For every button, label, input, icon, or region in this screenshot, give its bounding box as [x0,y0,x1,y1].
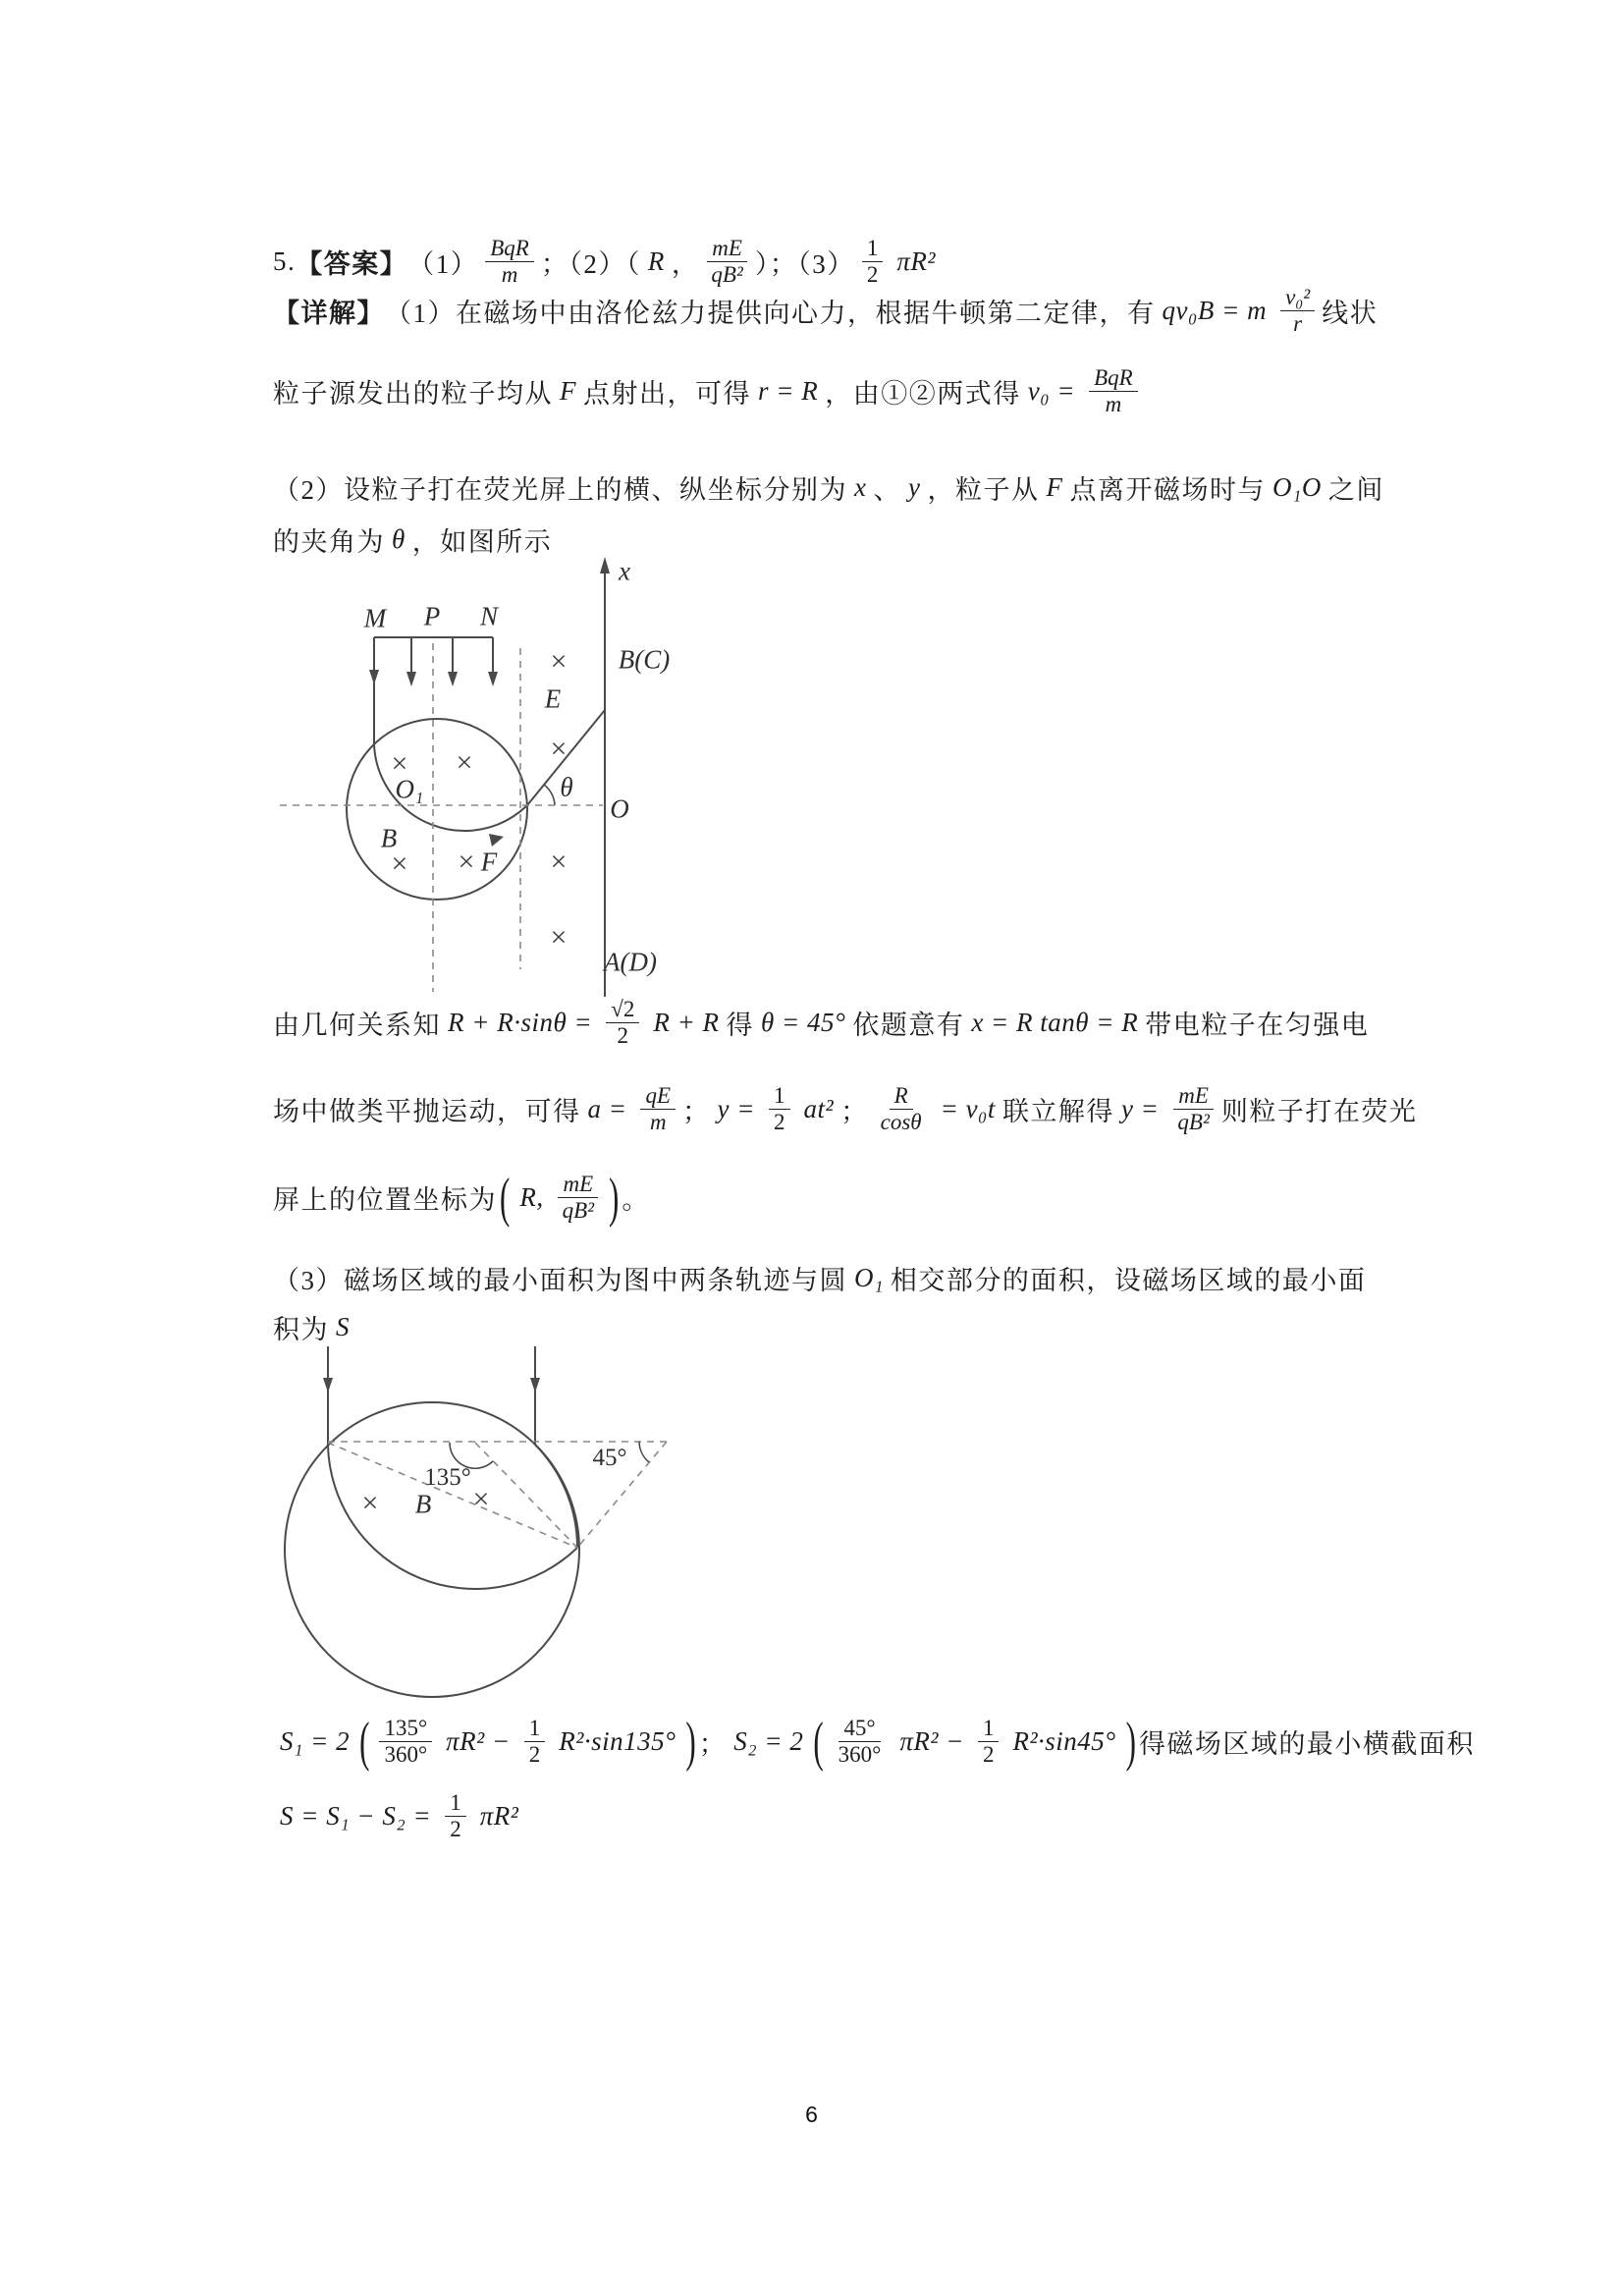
text-segment: = v₀t [940,1094,996,1124]
text-segment: R + R·sinθ = [448,1008,593,1038]
text-segment: 联立解得 [1001,1097,1114,1127]
text-segment: 场中做类平抛运动，可得 [273,1097,581,1127]
text-segment: S [336,1312,350,1341]
fraction: $\frac{\text{BqR}}{m}$ [485,236,534,289]
text-segment: at² [803,1094,835,1124]
label-O1: O₁ [395,774,424,804]
text-segment: R, [519,1182,544,1213]
text-segment: 之间 [1327,475,1384,505]
text-segment: 粒子源发出的粒子均从 [273,379,553,410]
label-135-deg: 135° [424,1464,471,1491]
label-AD: A(D) [604,947,657,977]
label-N: N [479,601,499,631]
field-cross: × [472,1483,490,1515]
text-segment: O₁O [1271,472,1322,502]
text-segment: 带电粒子在匀强电 [1145,1011,1370,1041]
text-segment: （1）在磁场中由洛伦兹力提供向心力，根据牛顿第二定律，有 [385,299,1156,329]
text-segment: ；（2）（ [540,249,641,280]
text-segment: F [1046,472,1063,502]
text-segment: 【详解】 [273,299,385,329]
text-segment: 屏上的位置坐标为 [273,1185,497,1216]
field-cross: × [456,746,473,779]
text-segment: 线状 [1322,299,1379,329]
beam-arrowhead [448,672,458,686]
text-segment: R²·sin135° [559,1726,676,1757]
label-E: E [544,683,562,714]
line-projectile [273,1083,1417,1136]
fraction: $\frac{1}{2}$ [769,1083,790,1136]
field-cross: × [458,846,475,878]
label-F: F [480,847,498,877]
text-segment: R [647,246,665,277]
field-cross: × [391,747,408,780]
line-s1-s2 [273,1710,1475,1773]
fraction: $\frac{mE}{\text{qB²}}$ [706,236,747,289]
text-segment: 的夹角为 [273,527,385,557]
explain-line-1 [273,285,1378,338]
minimal-area-diagram [245,1340,697,1719]
label-BC: B(C) [618,644,671,675]
text-segment: y = [717,1094,756,1124]
answer-line [273,236,943,289]
text-segment: （1） [407,249,479,280]
text-segment: θ = 45° [761,1008,846,1038]
text-segment: 、 [873,475,901,505]
label-B-field: B [380,823,398,853]
text-segment: x = R tanθ = R [971,1008,1139,1038]
text-segment: ) [609,1166,620,1229]
page-number: 6 [805,2102,818,2127]
text-segment: 得磁场区域的最小横截面积 [1138,1729,1475,1760]
fraction: $\frac{135^\circ}{360^\circ}$ [379,1716,432,1769]
text-segment: ( [813,1710,824,1773]
text-segment: ， [671,249,700,280]
beam-arrowhead [369,670,379,684]
text-segment: ，由①②两式得 [825,379,1021,410]
line-part2-setup [273,468,1384,507]
fraction: $\frac{R}{\cos\theta}$ [880,1083,922,1135]
field-cross: × [550,921,568,954]
text-segment: 相交部分的面积，设磁场区域的最小面 [890,1266,1367,1295]
text-segment: 【答案】 [296,249,408,280]
label-P: P [423,601,441,631]
fraction: $\frac{1}{2}$ [862,236,884,289]
text-segment: ，粒子从 [927,475,1040,505]
radius-dashed-line [472,1443,577,1548]
text-segment: S₁ = 2 [280,1726,351,1757]
text-segment: ( [500,1166,511,1229]
text-segment: qv₀B = m [1162,296,1268,326]
text-segment: O₁ [854,1263,884,1292]
fraction: $\frac{1}{2}$ [524,1716,546,1769]
fraction: $\frac{\text{BqR}}{m}$ [1089,365,1138,418]
text-segment: y [907,472,921,502]
label-O: O [610,793,629,824]
text-segment: 则粒子打在荧光 [1220,1097,1418,1127]
minimal-area-diagram-drawing [245,1340,697,1719]
beam-arrowhead [530,1378,540,1393]
text-segment: ； [840,1097,869,1127]
text-segment: 得 [726,1011,755,1041]
text-segment: πR² − [899,1726,964,1757]
label-45-deg: 45° [592,1445,627,1471]
text-segment: x [854,472,867,502]
line-s-total [273,1790,525,1843]
theta-angle-arc [544,785,555,805]
text-segment: θ [392,524,406,554]
text-segment: 点离开磁场时与 [1069,475,1266,505]
text-segment: F [560,376,576,407]
fraction: $\frac{45^\circ}{360^\circ}$ [838,1716,882,1768]
text-segment: πR² [896,246,936,277]
label-M: M [363,603,387,633]
text-segment: ) [685,1710,696,1773]
text-segment: πR² [479,1801,519,1831]
fraction: $\frac{mE}{\text{qB²}}$ [558,1172,599,1225]
text-segment: R²·sin45° [1012,1726,1116,1757]
text-segment: v₀ = [1027,376,1076,407]
field-cross: × [550,733,568,765]
line-part3-setup [273,1259,1366,1297]
fraction: $\frac{qE}{m}$ [640,1083,676,1136]
line-particle-source [273,365,1145,418]
text-segment: y = [1120,1094,1160,1124]
field-cross: × [391,847,408,880]
trajectory-arrowhead [489,834,504,847]
fraction: $\frac{1}{2}$ [978,1716,1000,1769]
text-segment: S₂ = 2 [733,1726,804,1757]
fraction: $\frac{√2}{2}$ [606,997,639,1050]
text-segment: ； [698,1729,728,1760]
magnetic-field-diagram [245,550,697,1007]
text-segment: 积为 [273,1315,329,1344]
fraction: $\frac{\text{v₀²}}{r}$ [1280,285,1315,338]
text-segment: 点射出，可得 [583,379,751,410]
field-cross: × [361,1487,379,1519]
x-axis-arrowhead [600,557,610,574]
beam-arrowhead [406,672,416,686]
text-segment: 。 [622,1185,650,1216]
fraction: $\frac{mE}{\text{qB²}}$ [1172,1083,1214,1136]
text-segment: r = R [758,376,819,407]
label-theta: θ [560,772,573,802]
fraction: $\frac{1}{2}$ [445,1790,466,1843]
text-segment: R + R [653,1008,720,1038]
text-segment: 由几何关系知 [273,1011,441,1041]
text-segment: S = S₁ − S₂ = [280,1801,432,1831]
beam-arrowhead [488,672,498,686]
text-segment: （2）设粒子打在荧光屏上的横、纵坐标分别为 [273,475,847,505]
text-segment: ，如图所示 [411,527,553,557]
line-screen-coordinate [273,1166,650,1229]
label-B-field: B [414,1489,432,1519]
angle-arc-45 [639,1442,649,1462]
field-cross: × [550,645,568,678]
text-segment: （3）磁场区域的最小面积为图中两条轨迹与圆 [273,1266,847,1295]
field-cross: × [550,846,568,878]
text-segment: ( [359,1710,370,1773]
text-segment: πR² − [446,1726,511,1757]
text-segment: 5. [273,246,297,277]
line-geometry [273,997,1369,1050]
text-segment: a = [587,1094,627,1124]
label-x-axis: x [619,556,630,586]
text-segment: ) [1125,1710,1136,1773]
text-segment: ； [682,1097,711,1127]
text-segment: ）；（3） [754,249,855,280]
text-segment: 依题意有 [852,1011,965,1041]
beam-arrowhead [323,1378,333,1393]
